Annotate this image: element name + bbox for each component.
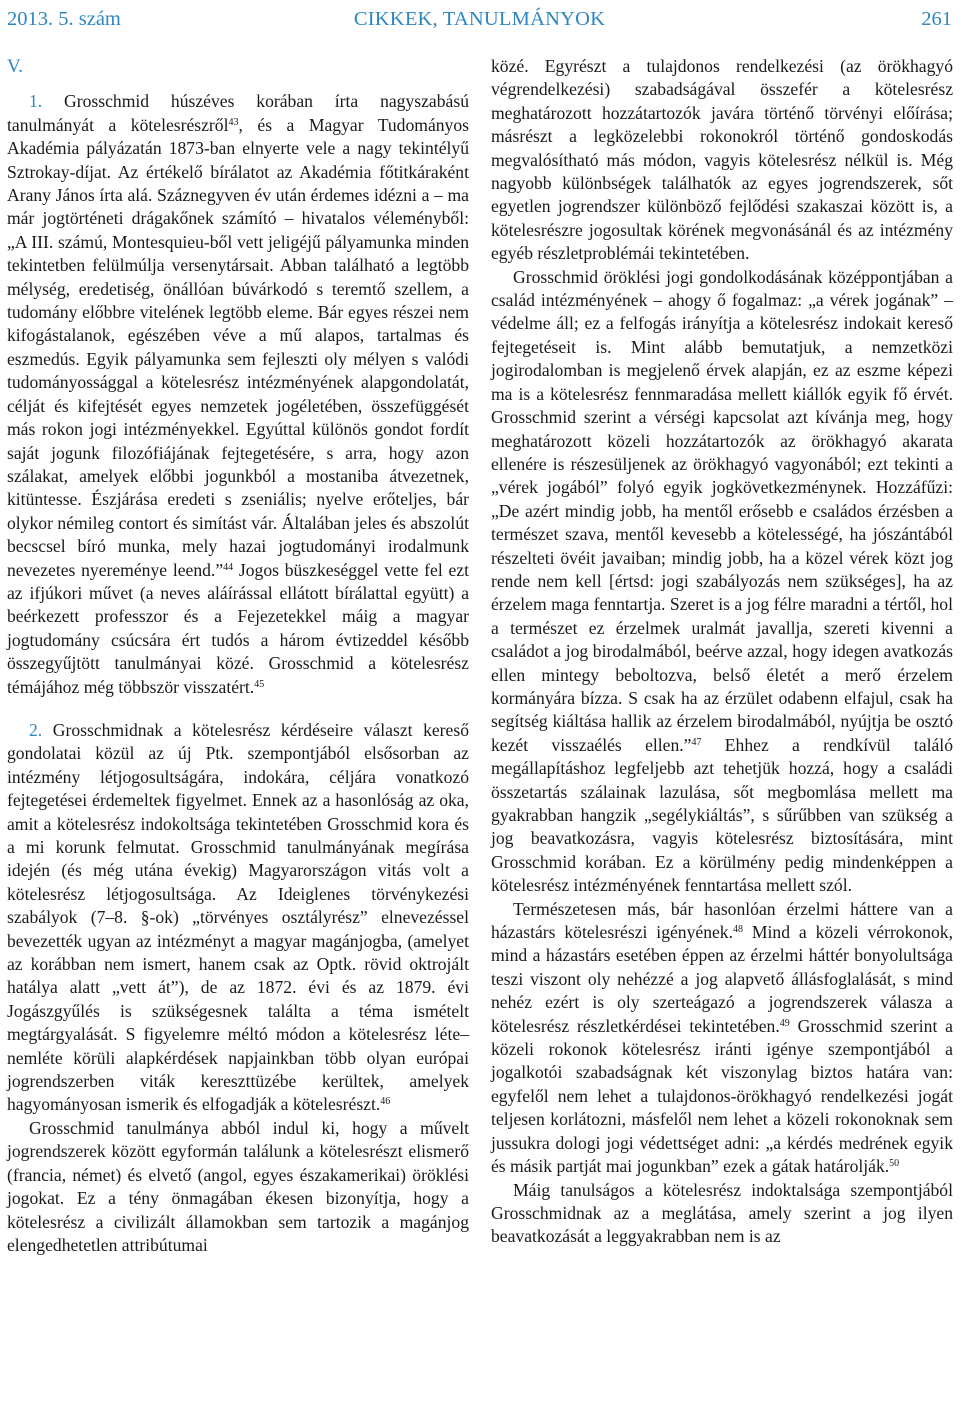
issue-label: 2013. 5. szám <box>7 8 121 30</box>
running-header <box>7 6 952 32</box>
section-label: CIKKEK, TANULMÁNYOK <box>353 8 606 30</box>
footnote-ref[interactable]: 47 <box>691 736 702 748</box>
paragraph-text: Grosschmidnak a kötelesrész kérdéseire választ kereső gondolatai közül az új Ptk. szempontjából elsősorban az intézmény létjogosultságára, indokára, céljára vonatkozó fejtegetései érdemeltek figyelmet. Ennek az a hasonlóság az oka, amit a kötelesrész indokoltsága tekintetében Grosschmid kora és a mi korunk felmutat. Grosschmid tanulmányának megírása idején (és még utána évekig) Magyarországon vitás volt a kötelesrész létjogosultsága. Az Ideiglenes törvénykezési szabályok (7–8. §-ok) „törvényes osztályrész” elnevezéssel bevezették ugyan az intézményt a magyar magánjogba, (amelyet az korábban nem ismert, hanem csak az Optk. rövid oktrojált hatálya alatt „vett át”), de az 1872. évi és az 1879. évi Jogászgyűlés is szükségesnek találta a téma ismételt megtárgyalását. S figyelemre méltó módon a kötelesrész léte–nemléte körüli alapkérdések napjainkban több olyan európai jogrendszerben viták kereszttüzébe kerültek, amelyek hagyományosan ismerik és elfogadják a kötelesrészt. <box>7 719 469 1115</box>
footnote-ref[interactable]: 44 <box>223 561 234 573</box>
page-number: 261 <box>921 8 952 30</box>
footnote-ref[interactable]: 50 <box>889 1158 900 1170</box>
paragraph-text: Ehhez a rendkívül találó megállapításhoz legfeljebb azt tehetjük hozzá, hogy a családi összetartás szálainak lazulása, sőt megbomlása mellett ma gyakrabban hangzik „segélykiáltás”, s sűrűbben van szükség a jog beavatkozásra, vagyis kötelesrész biztosítására, mint Grosschmid korában. Ez a körülmény pedig mindenképpen a kötelesrész intézményének fenntartása mellett szól. <box>491 734 953 896</box>
footnote-ref[interactable]: 49 <box>779 1017 790 1029</box>
paragraph-text: Grosschmid húszéves korában írta nagyszabású tanulmányát a kötelesrészről <box>7 91 469 135</box>
right-column <box>491 55 953 1249</box>
footnote-ref[interactable]: 45 <box>254 678 265 690</box>
footnote-ref[interactable]: 48 <box>733 924 743 936</box>
paragraph-4 <box>491 266 953 898</box>
paragraph-text: , és a Magyar Tudományos Akadémia pályázatán 1873-ban elnyerte vele a nagy tekintélyű Sztrokay-díjat. Az értékelő bírálatot az Akadémia főtitkáraként Arany János írta alá. Száznegyven év után érdemes idézni a – ma már jogtörténeti drágakőnek számító – hivatalos véleményből: „A III. számú, Montesquieu-ből vett jeligéjű pályamunka minden tekintetben felülmúlja versenytársait. Abban található a legtöbb mélység, eredetiség, önállóan búvárkodó s teremtő szellem, a tudomány előbbre vitelének legtöbb eleme. Bár egyes részei nem kifogástalanok, egészében véve a mű alapos, tartalmas és eszmedús. Egyik pályamunka sem fejleszti oly mélyen s valódi tudományossággal a kötelesrész intézményének alapgondolatát, célját és kifejtését egyes nemzetek jogéletében, összefüggését más rokon jogi intézményekkel. Egyúttal különös gondot fordít saját jogunk filozófiájának fejtegetésére, s arra, hogy azon szálakat, amelyek előbbi jogunkból a mostaniba átvezetnek, kitüntesse. Észjárása eredeti s zseniális; nyelve erőteljes, bár olykor némileg contort és simítást vár. Általában jeles és abszolút becscsel bíró munka, mely hazai jogtudományi irodalmunk nevezetes nyereménye leend.” <box>7 114 469 580</box>
section-title: V. <box>7 56 24 77</box>
paragraph-text: Mind a közeli vérrokonok, mind a házastárs esetében éppen az érzelmi háttér bonyolultsága teszi viszont oly nehézzé a jog alapvető állásfoglalását, s mind nehéz ezért is oly szerteágazó a jogrendszerek válasza a kötelesrész részletkérdései tekintetében. <box>491 922 953 1036</box>
paragraph-text: Jogos büszkeséggel vette fel ezt az ifjúkori művet (a neves aláírással ellátott bírálattal együtt) a beérkezett professzor és a Fejezetekkel máig a magyar jogtudomány csúcsára ért tudós a három évtizeddel később összegyűjtött tanulmányai közé. Grosschmid a kötelesrész témájához még többször visszatért. <box>7 559 469 697</box>
paragraph-continued: közé. Egyrészt a tulajdonos rendelkezési (az örökhagyó végrendelkezési) szabadságával összefér a kötelesrész meghatározott hozzátartozók javára történő törvényi előírása; másrészt a legközelebbi rokonokról történő gondoskodás megvalósítható más módon, vagyis kötelesrész nélkül is. Még nagyobb különbségek találhatók az egyes jogrendszerek, sőt egyetlen jogrendszer különböző fejlődési szakaszai között is, a kötelesrészre jogosultak körének megvonásánál és az intézmény egyéb részletproblémái tekintetében. <box>491 56 953 264</box>
paragraph-2 <box>7 719 469 1117</box>
footnote-ref[interactable]: 46 <box>380 1096 391 1108</box>
paragraph-text: Grosschmid szerint a közeli rokonok kötelesrész iránti igénye szempontjából a jogalkotói szabadságnak két viszonylag biztos határa van: egyfelől nem lehet a tulajdonos-örökhagyó rendelkezési jogát teljesen korlátozni, másfelől nem lehet a közeli rokonoknak sem jussukra dologi jogi védettséget adni: „a kérdés medrének egyik és másik partját mai jogunkban” ezek a gátak határolják. <box>491 1015 953 1177</box>
paragraph-6: Máig tanulságos a kötelesrész indoktalsága szempontjából Grosschmidnak az a meglátása, amely szerint a jog ilyen beavatkozását a leggyakrabban nem is az <box>491 1179 953 1247</box>
footnote-ref[interactable]: 43 <box>228 116 239 128</box>
paragraph-text: Grosschmid öröklési jogi gondolkodásának középpontjában a család intézményének – ahogy ő fogalmaz: „a vérek jogának” – védelme áll; ez a felfogás irányítja a kötelesrész indokait kereső fejtegetéseit is. Mint alább bemutatjuk, a nemzetközi jogirodalomban is megjelenő érvek alapján, ez az eszme képezi ma is a kötelesrész fennmaradása mellett kiállók egyik fő érvét. Grosschmid szerint a vérségi kapcsolat azt kívánja meg, hogy meghatározott közeli hozzátartozók az örökhagyó akarata ellenére is részesüljenek az örökhagyó vagyonából; ezt tekinti a „vérek jogából” folyó egyik jogkövetkezménynek. Hozzáfűzi: „De azért mindig jobb, ha mentől erősebb e családos érzésben a természet szava, mentől kevesebb a kötelességé, ha jószántából részelteti övéit javaiban; mindig jobb, ha a közel vérek közt jog rende nem kell [értsd: jogi szabályozás nem szükséges], ha az érzelem maga fenntartja. Szeret is a jog félre maradni a tértől, hol a természet ez érzelmek uralmát javallja, szereti kivenni a családot a jog birodalmából, beérve azzal, hogy idegen avatkozás ellen mintegy beboltozva, belső életét a merő érzelem kormányára bízza. S csak ha az érzület odabenn elfajul, csak ha segítség kiáltása hallik az érzelem birodalmából, nyújtja be osztó kezét visszaélés ellen.” <box>491 266 953 755</box>
paragraph-number: 2. <box>29 719 43 740</box>
paragraph-5 <box>491 898 953 1179</box>
paragraph-1 <box>7 90 469 699</box>
paragraph-3: Grosschmid tanulmánya abból indul ki, hogy a művelt jogrendszerek között egyformán találunk a kötelesrészt elismerő (francia, német) és elvető (angol, egyes északamerikai) öröklési jogokat. Ez a tény önmagában ékesen bizonyítja, hogy a kötelesrész a civilizált államokban sem tartozik a magánjog elengedhetetlen attribútumai <box>7 1117 469 1255</box>
paragraph-text: Természetesen más, bár hasonlóan érzelmi háttere van a házastárs kötelesrészi igényének. <box>491 898 953 943</box>
paragraph-number: 1. <box>29 91 43 112</box>
left-column <box>7 55 469 1257</box>
